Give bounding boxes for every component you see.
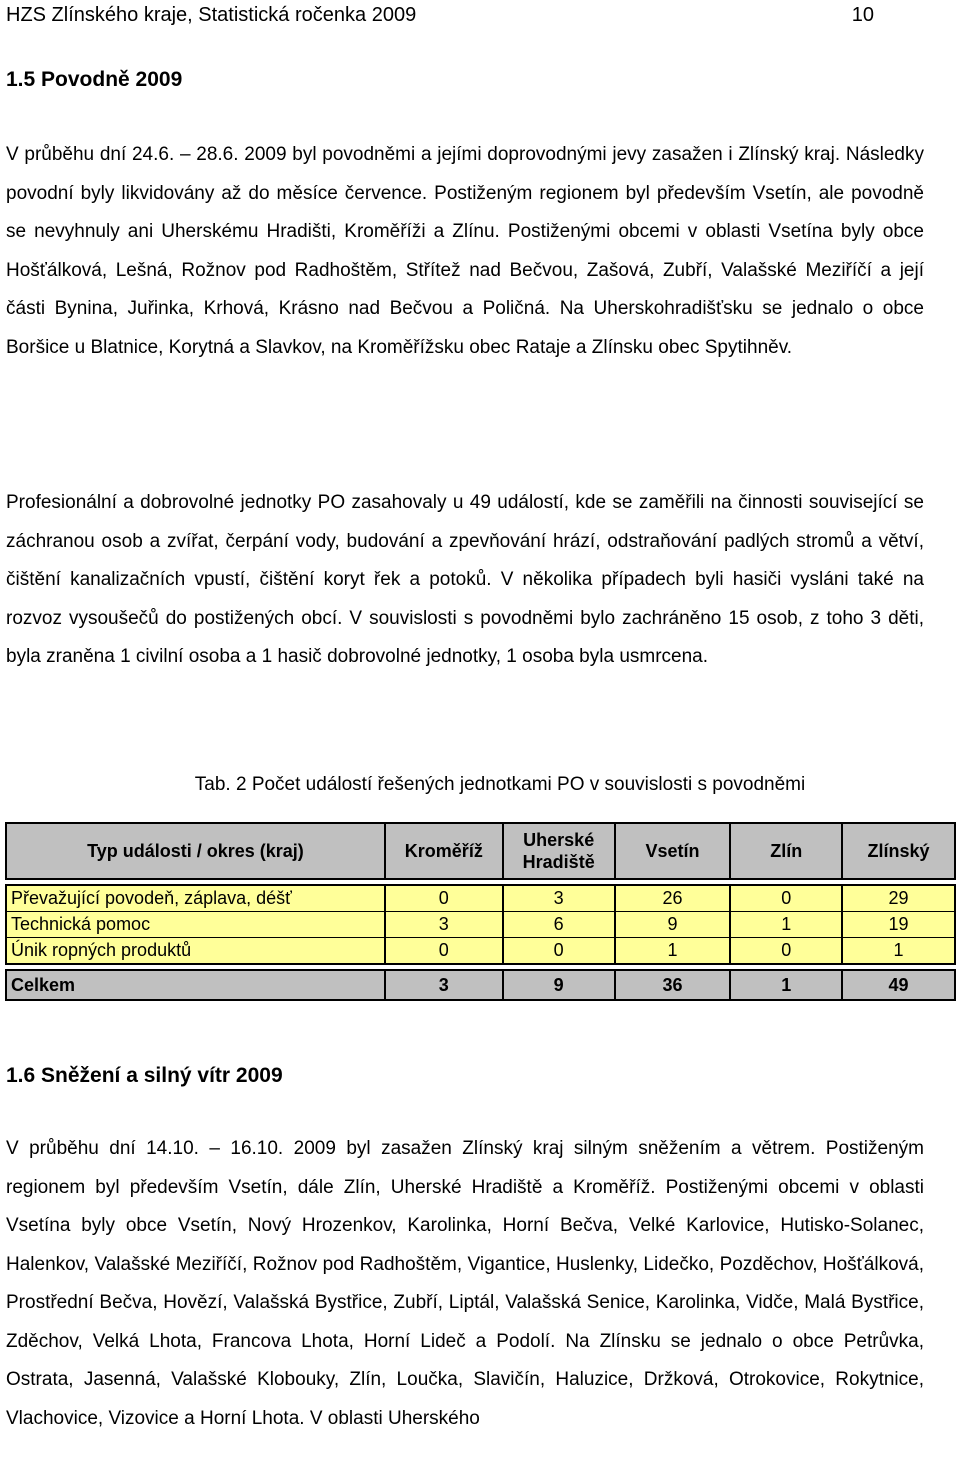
table-cell: 0 <box>385 938 503 965</box>
table-cell: Převažující povodeň, záplava, déšť <box>6 885 385 912</box>
table-cell: 1 <box>615 938 731 965</box>
table-row <box>6 912 955 938</box>
table-cell: 9 <box>503 970 615 1000</box>
table-header-cell: Vsetín <box>615 823 731 879</box>
table-row <box>6 885 955 912</box>
table-header-cell: Uherské Hradiště <box>503 823 615 879</box>
table-total-row <box>6 970 955 1000</box>
table-cell: 3 <box>385 912 503 938</box>
table-header-cell: Zlínský <box>842 823 955 879</box>
table-header-row <box>6 823 955 879</box>
section-heading-floods: 1.5 Povodně 2009 <box>6 68 183 91</box>
section-heading-snow: 1.6 Sněžení a silný vítr 2009 <box>6 1064 283 1087</box>
header-title: HZS Zlínského kraje, Statistická ročenka 2009 <box>6 4 417 26</box>
table-header-cell: Zlín <box>730 823 842 879</box>
table-cell: 0 <box>385 885 503 912</box>
table-cell: 9 <box>615 912 731 938</box>
floods-paragraph-1: V průběhu dní 24.6. – 28.6. 2009 byl povodněmi a jejími doprovodnými jevy zasažen i Zlínský kraj. Následky povodní byly likvidovány až do měsíce července. Postiženým regionem byl především Vsetín, ale povodně se nevyhnuly ani Uherskému Hradišti, Kroměříži a Zlínu. Postiženými obcemi v oblasti Vsetína byly obce Hošťálková, Lešná, Rožnov pod Radhoštěm, Střítež nad Bečvou, Zašová, Zubří, Valašské Meziříčí a její části Bynina, Juřinka, Krhová, Krásno nad Bečvou a Poličná. Na Uherskohradišťsku se jednalo o obce Boršice u Blatnice, Korytná a Slavkov, na Kroměřížsku obec Rataje a Zlínsku obec Spytihněv. <box>6 144 924 358</box>
table-caption: Tab. 2 Počet událostí řešených jednotkami PO v souvislosti s povodněmi <box>194 774 806 795</box>
snow-paragraph-1: V průběhu dní 14.10. – 16.10. 2009 byl zasažen Zlínský kraj silným sněžením a větrem. Postiženým regionem byl především Vsetín, dále Zlín, Uherské Hradiště a Kroměříž. Postiženými obcemi v oblasti Vsetína byly obce Vsetín, Nový Hrozenkov, Karolinka, Horní Bečva, Velké Karlovice, Hutisko-Solanec, Halenkov, Valašské Meziříčí, Rožnov pod Radhoštěm, Vigantice, Huslenky, Lidečko, Pozděchov, Hošťálková, Prostřední Bečva, Hovězí, Valašská Bystřice, Zubří, Liptál, Valašská Senice, Karolinka, Vidče, Malá Bystřice, Zděchov, Velká Lhota, Francova Lhota, Horní Lideč a Podolí. Na Zlínsku se jednalo o obce Petrůvka, Ostrata, Jasenná, Valašské Klobouky, Zlín, Loučka, Slavičín, Haluzice, Držková, Otrokovice, Rokytnice, Vlachovice, Vizovice a Horní Lhota. V oblasti Uherského <box>6 1138 924 1429</box>
table-cell: Technická pomoc <box>6 912 385 938</box>
table-cell: Únik ropných produktů <box>6 938 385 965</box>
floods-paragraph-2: Profesionální a dobrovolné jednotky PO zasahovaly u 49 událostí, kde se zaměřili na činnosti související se záchranou osob a zvířat, čerpání vody, budování a zpevňování hrází, odstraňování padlých stromů a větví, čištění kanalizačních vpustí, čištění koryt řek a potoků. V několika případech byli hasiči vysláni také na rozvoz vysoušečů do postižených obcí. V souvislosti s povodněmi bylo zachráněno 15 osob, z toho 3 děti, byla zraněna 1 civilní osoba a 1 hasič dobrovolné jednotky, 1 osoba byla usmrcena. <box>6 492 924 667</box>
table-cell: 29 <box>842 885 955 912</box>
table-header-cell: Kroměříž <box>385 823 503 879</box>
table-header-cell: Typ události / okres (kraj) <box>6 823 385 879</box>
table-row <box>6 938 955 965</box>
table-cell: 3 <box>503 885 615 912</box>
table-cell: 1 <box>730 912 842 938</box>
table-cell: 1 <box>842 938 955 965</box>
table-cell: 1 <box>730 970 842 1000</box>
flood-events-table <box>5 822 956 1001</box>
table-cell: 49 <box>842 970 955 1000</box>
table-cell: 0 <box>730 938 842 965</box>
table-cell: 19 <box>842 912 955 938</box>
table-cell: 0 <box>503 938 615 965</box>
table-cell: 36 <box>615 970 731 1000</box>
table-cell: Celkem <box>6 970 385 1000</box>
page-number: 10 <box>851 4 874 26</box>
table-cell: 0 <box>730 885 842 912</box>
table-cell: 26 <box>615 885 731 912</box>
table-cell: 3 <box>385 970 503 1000</box>
page-header <box>6 2 874 28</box>
table-cell: 6 <box>503 912 615 938</box>
